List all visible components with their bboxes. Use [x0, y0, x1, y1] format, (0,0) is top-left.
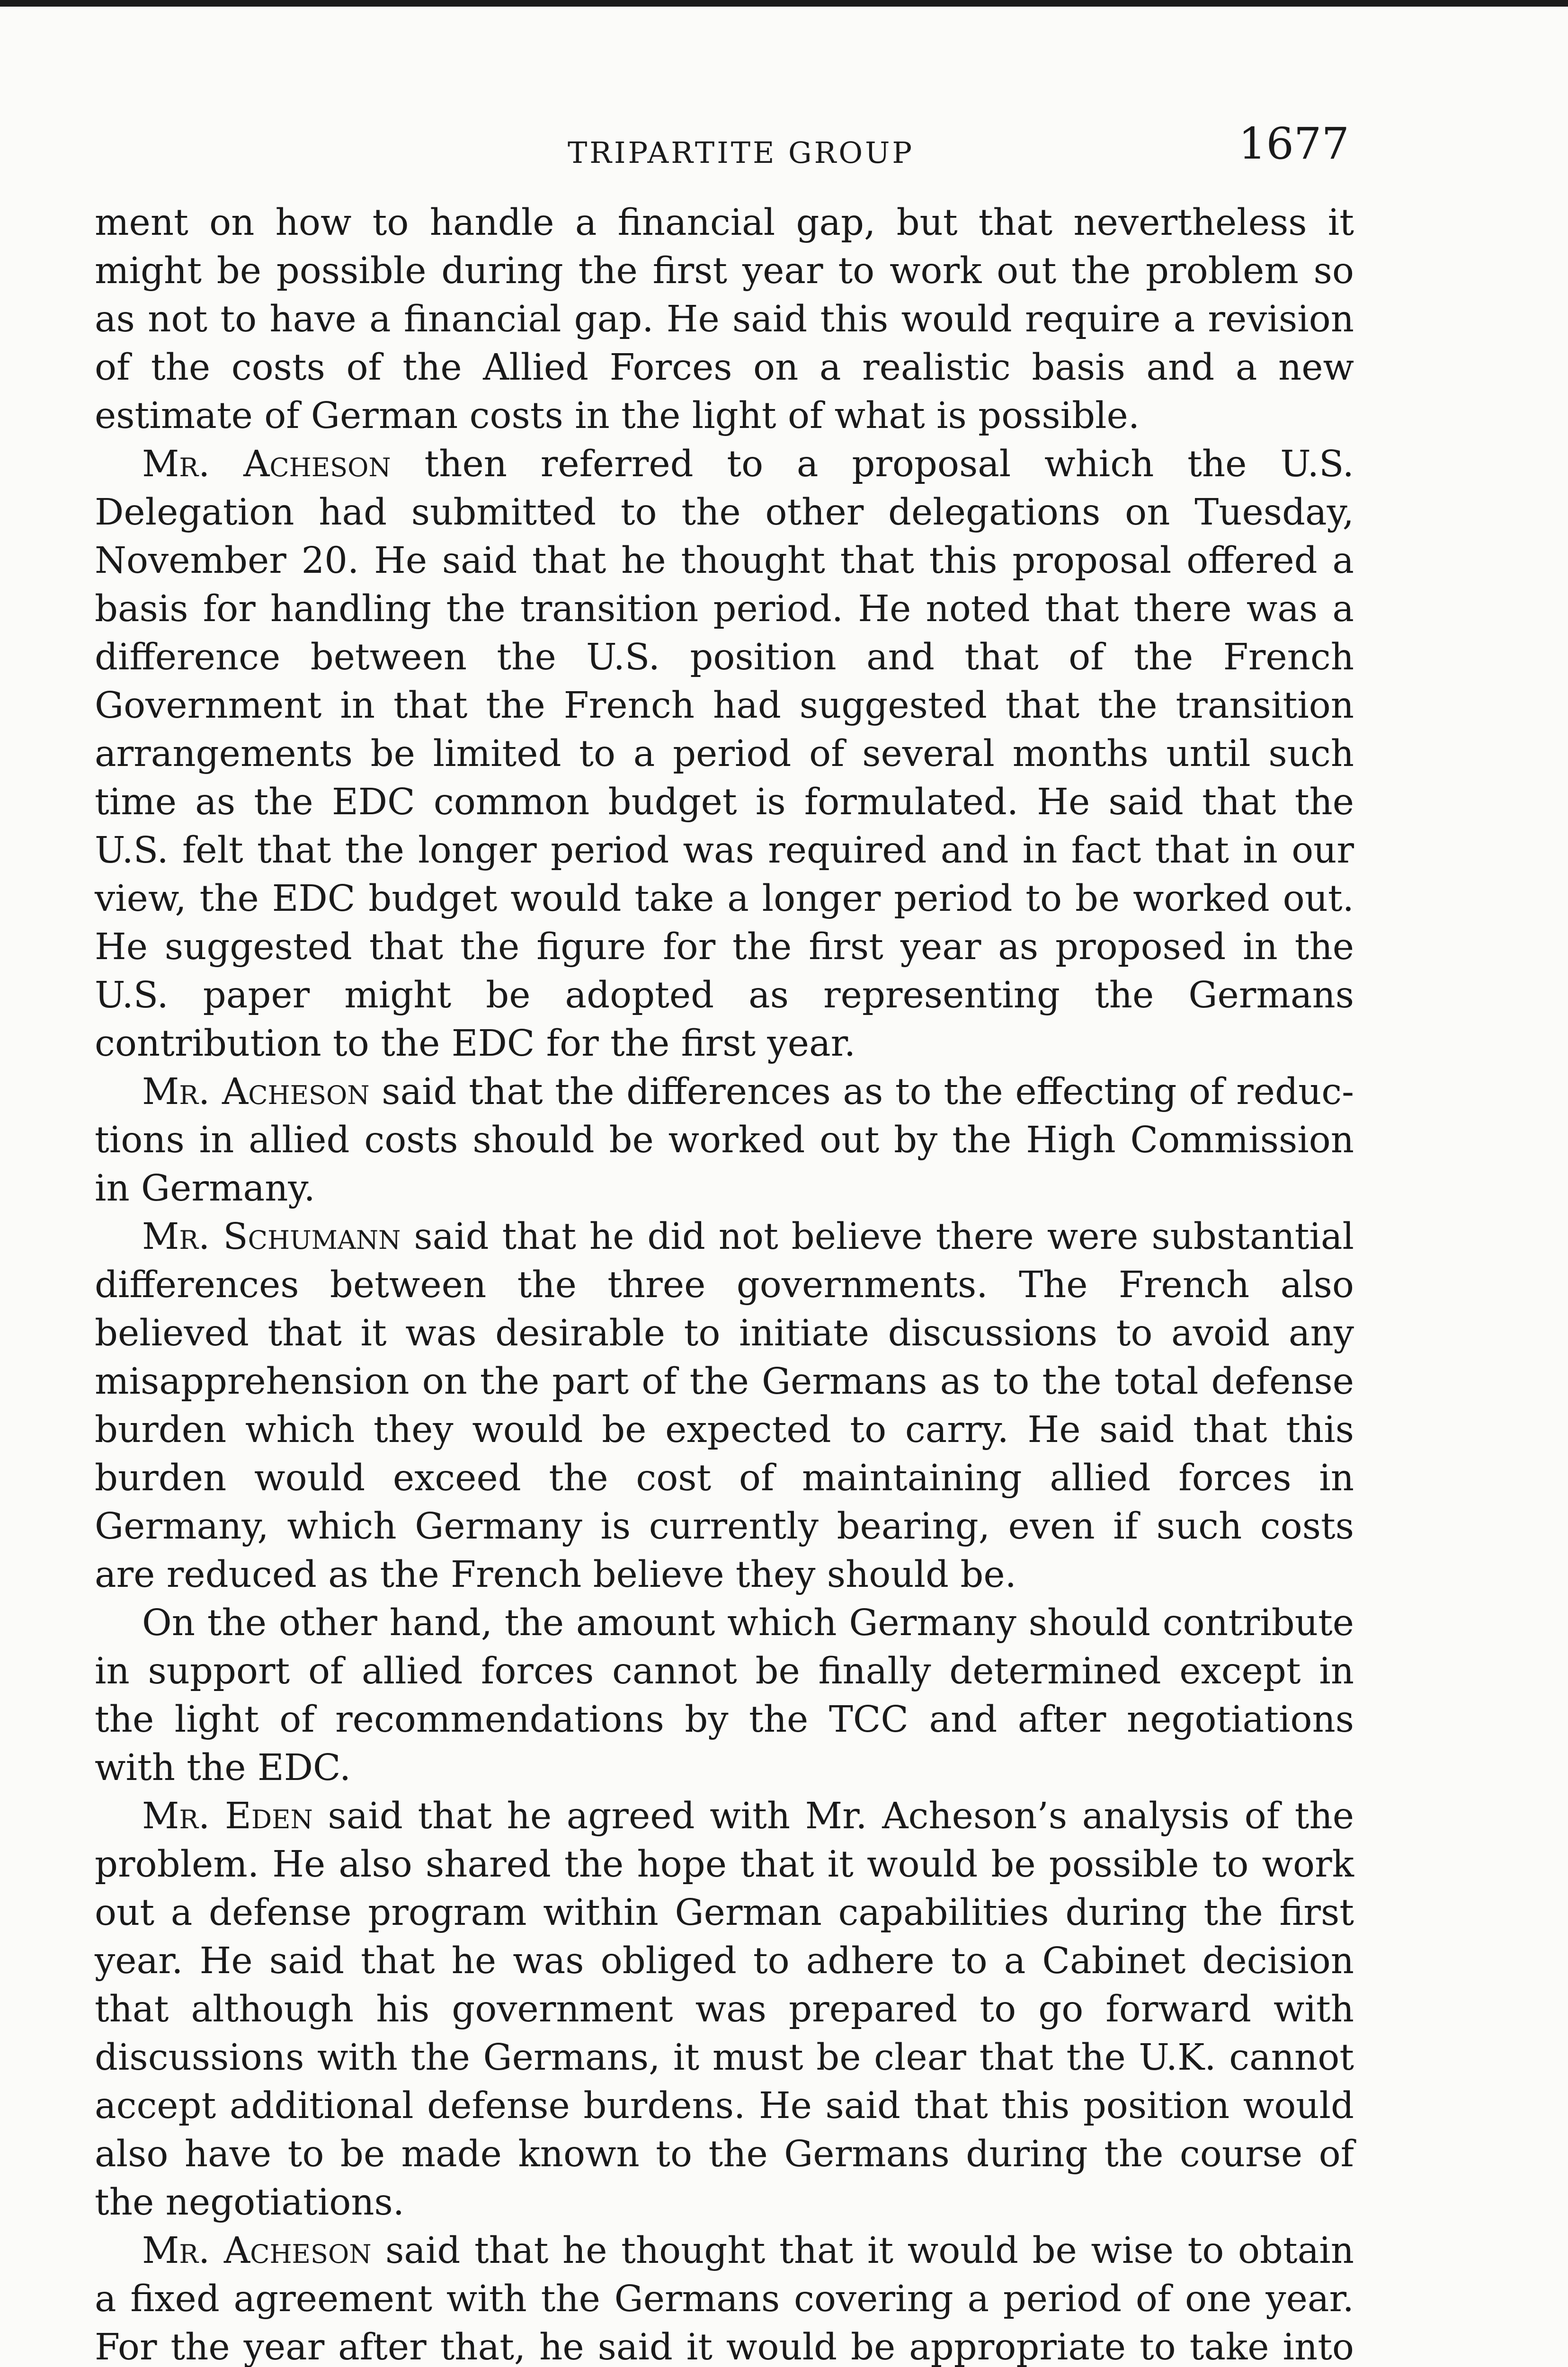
- paragraph-schumann: [95, 1213, 1354, 1599]
- paragraph-text: said that he did not believe there were substantial differences between the three governments. The French also believed that it was desirable to initiate discussions to avoid any misapprehension on the part of the Germans as to the total defense burden which they would be expected to carry. He said that this burden would exceed the cost of maintaining allied forces in Germany, which Germany is currently bearing, even if such costs are reduced as the French believe they should be.: [95, 1216, 1354, 1596]
- paragraph-acheson-proposal: [95, 440, 1354, 1068]
- paragraph-text: said that he thought that it would be wise to obtain a fixed agreement with the Germans covering a period of one year. For the year after that, he said it would be appropriate to take into: [95, 2230, 1354, 2367]
- speaker-name: Mr. Acheson: [142, 2230, 372, 2272]
- paragraph-text: then referred to a proposal which the U.S. Delegation had submitted to the other delegations on Tuesday, November 20. He said that he thought that this proposal offered a basis for handling the transition period. He noted that there was a difference between the U.S. position and that of the French Government in that the French had suggested that the transition arrangements be limited to a period of several months until such time as the EDC common budget is formulated. He said that the U.S. felt that the longer period was required and in fact that in our view, the EDC budget would take a longer period to be worked out. He suggested that the figure for the first year as proposed in the U.S. paper might be adopted as representing the Germans contribution to the EDC for the first year.: [95, 443, 1354, 1065]
- paragraph-text: On the other hand, the amount which Germany should contribute in support of allied forces cannot be finally determined except in the light of recommendations by the TCC and after negotiations with the EDC.: [95, 1602, 1354, 1789]
- paragraph-other-hand: [95, 1599, 1354, 1792]
- page-number: 1677: [1238, 118, 1349, 169]
- speaker-name: Mr. Acheson: [142, 1071, 370, 1113]
- paragraph-continuation: [95, 199, 1354, 440]
- paragraph-eden: [95, 1792, 1354, 2227]
- paragraph-text: said that he agreed with Mr. Acheson’s analysis of the problem. He also shared the hope that it would be possible to work out a defense program within German capabilities during the first year. He said that he was obliged to adhere to a Cabinet decision that although his government was prepared to go forward with discussions with the Germans, it must be clear that the U.K. cannot accept additional defense burdens. He said that this position would also have to be made known to the Germans during the course of the negotiations.: [95, 1795, 1354, 2224]
- paragraph-acheson-reductions: [95, 1068, 1354, 1213]
- body-text: [95, 199, 1354, 2367]
- top-border-rule: [0, 0, 1568, 7]
- page-header: [95, 118, 1349, 175]
- speaker-name: Mr. Acheson: [142, 443, 391, 485]
- paragraph-acheson-agreement: [95, 2227, 1354, 2367]
- running-head: TRIPARTITE GROUP: [567, 135, 915, 170]
- paragraph-text: said that the differences as to the effecting of reductions in allied costs should be worked out by the High Commission in Germany.: [95, 1071, 1354, 1210]
- speaker-name: Mr. Schumann: [142, 1216, 401, 1258]
- speaker-name: Mr. Eden: [142, 1795, 313, 1837]
- paragraph-text: ment on how to handle a financial gap, but that nevertheless it might be possible during the first year to work out the problem so as not to have a financial gap. He said this would require a revision of the costs of the Allied Forces on a realistic basis and a new estimate of German costs in the light of what is possible.: [95, 202, 1354, 437]
